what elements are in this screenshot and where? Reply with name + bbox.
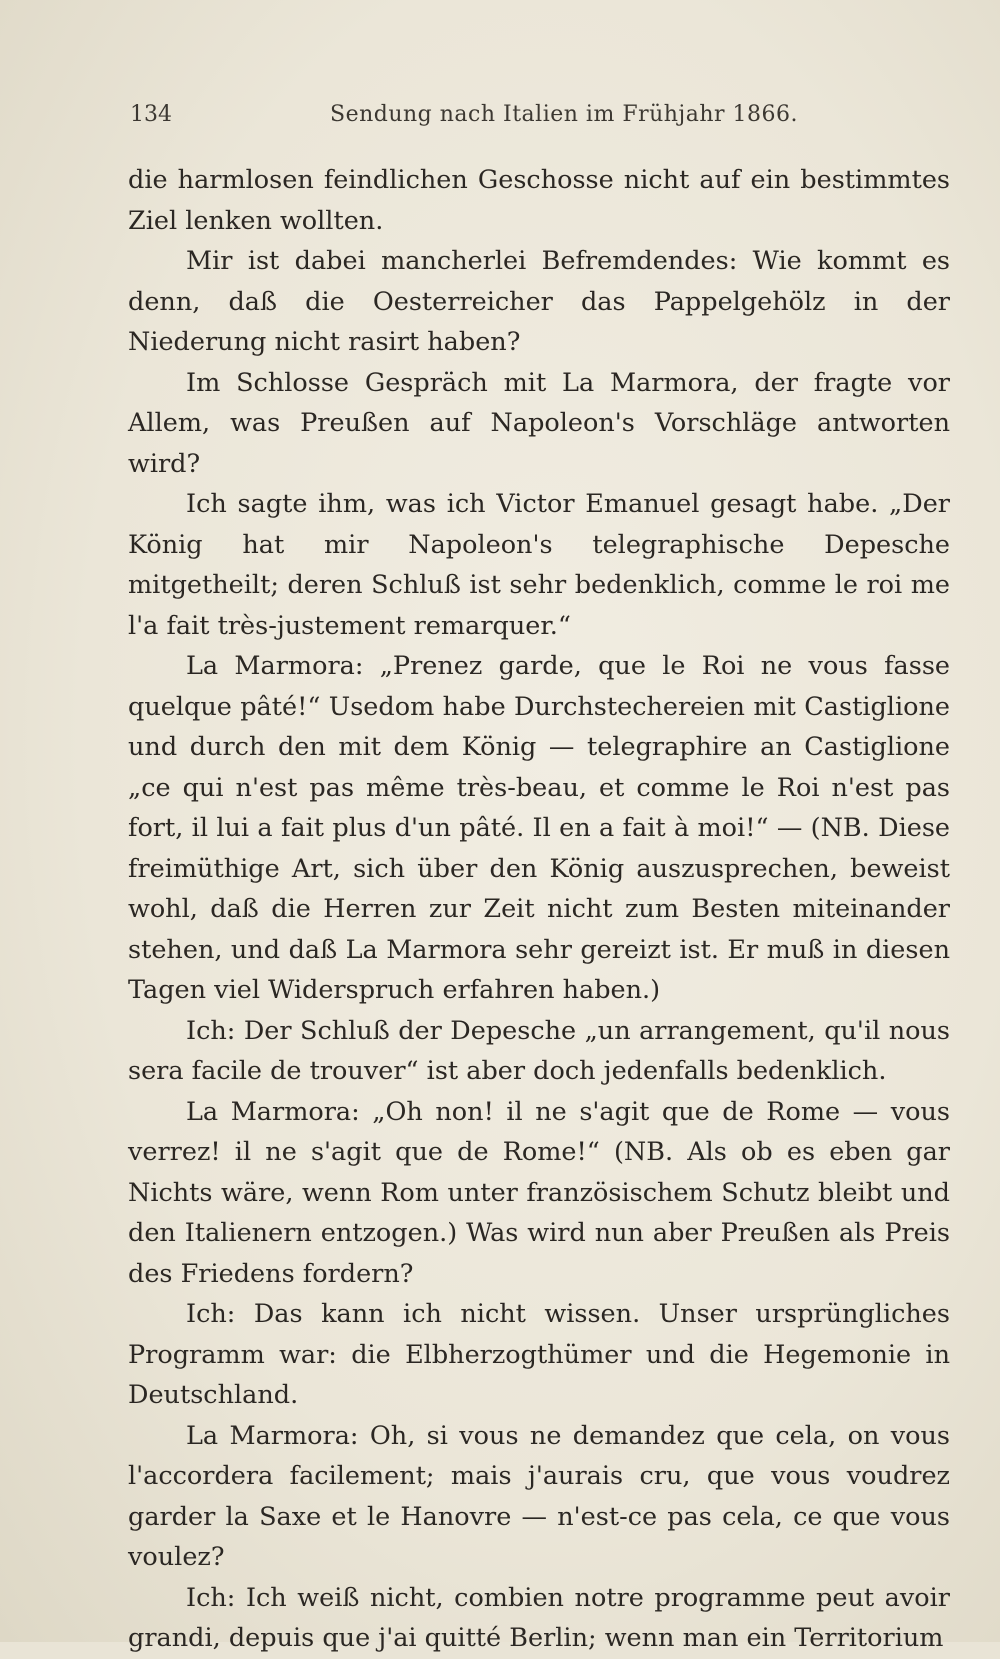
paragraph: Im Schlosse Gespräch mit La Marmora, der fragte vor Allem, was Preußen auf Napoleon's Vorschläge antworten wird? bbox=[128, 367, 950, 479]
paragraph: Ich: Ich weiß nicht, combien notre programme peut avoir grandi, depuis que j'ai quitté Berlin; wenn man ein Territorium bbox=[128, 1582, 950, 1653]
body-text bbox=[128, 160, 950, 1659]
paragraph: Ich: Der Schluß der Depesche „un arrangement, qu'il nous sera facile de trouver“ ist aber doch jedenfalls bedenklich. bbox=[128, 1015, 950, 1086]
running-title: Sendung nach Italien im Frühjahr 1866. bbox=[330, 102, 799, 127]
paragraph: La Marmora: „Prenez garde, que le Roi ne vous fasse quelque pâté!“ Usedom habe Durchstechereien mit Castiglione und durch den mit dem König — telegraphire an Castiglione „ce qui n'est pas même très-beau, et comme le Roi n'est pas fort, il lui a fait plus d'un pâté. Il en a fait à moi!“ — (NB. Diese freimüthige Art, sich über den König auszusprechen, beweist wohl, daß die Herren zur Zeit nicht zum Besten miteinander stehen, und daß La Marmora sehr gereizt ist. Er muß in diesen Tagen viel Widerspruch erfahren haben.) bbox=[128, 651, 950, 1005]
paragraph: Ich: Das kann ich nicht wissen. Unser ursprüngliches Programm war: die Elbherzogthümer und die Hegemonie in Deutschland. bbox=[128, 1299, 950, 1410]
paragraph: La Marmora: Oh, si vous ne demandez que cela, on vous l'accordera facilement; mais j'aurais cru, que vous voudrez garder la Saxe et le Hanovre — n'est-ce pas cela, ce que vous voulez? bbox=[128, 1420, 950, 1572]
page-number: 134 bbox=[130, 102, 172, 127]
paragraph: Ich sagte ihm, was ich Victor Emanuel gesagt habe. „Der König hat mir Napoleon's telegraphische Depesche mitgetheilt; deren Schluß ist sehr bedenklich, comme le roi me l'a fait très-justement remarquer.“ bbox=[128, 489, 950, 641]
paragraph: die harmlosen feindlichen Geschosse nicht auf ein bestimmtes Ziel lenken wollten. bbox=[128, 165, 950, 236]
paragraph: Mir ist dabei mancherlei Befremdendes: Wie kommt es denn, daß die Oesterreicher das Pappelgehölz in der Niederung nicht rasirt haben? bbox=[128, 246, 950, 357]
paragraph: La Marmora: „Oh non! il ne s'agit que de Rome — vous verrez! il ne s'agit que de Rome!“ (NB. Als ob es eben gar Nichts wäre, wenn Rom unter französischem Schutz bleibt und den Italienern entzogen.) Was wird nun aber Preußen als Preis des Friedens fordern? bbox=[128, 1096, 950, 1289]
